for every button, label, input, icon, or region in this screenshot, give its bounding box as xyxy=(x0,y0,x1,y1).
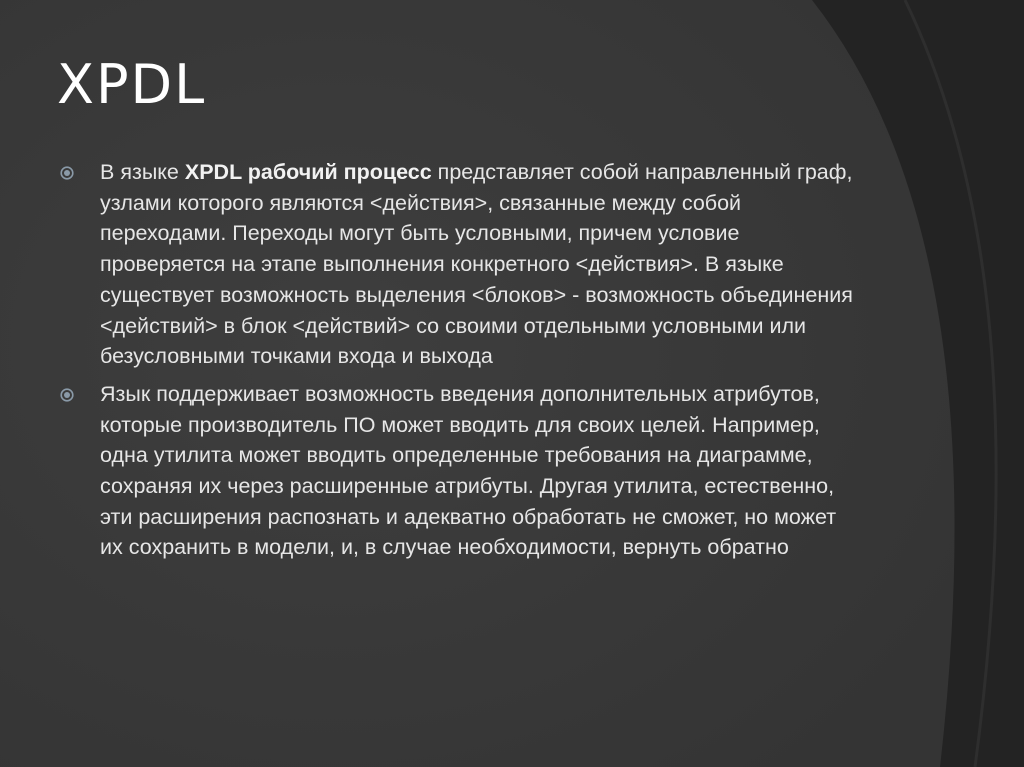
circle-bullet-icon xyxy=(60,166,74,180)
bullet-item-2 xyxy=(58,379,858,563)
bullet-1-text-rest: представляет собой направленный граф, узлами которого являются <действия>, связанные между собой переходами. Переходы могут быть условными, причем условие проверяется на этапе выполнения конкретного <действия>. В языке существует возможность выделения <блоков> - возможность объединения <действий> в блок <действий> со своими отдельными условными или безусловными точками входа и выхода xyxy=(100,160,853,369)
circle-bullet-icon xyxy=(60,388,74,402)
slide-title: XPDL xyxy=(57,53,207,116)
bullet-list xyxy=(58,157,858,570)
bullet-1-text-bold: XPDL рабочий процесс xyxy=(184,160,432,184)
bullet-item-1 xyxy=(58,157,858,372)
bullet-1-text-start: В языке xyxy=(100,160,185,184)
bullet-2-text: Язык поддерживает возможность введения дополнительных атрибутов, которые производитель ПО может вводить для своих целей. Например, одна утилита может вводить определенные требования на диаграмме, сохраняя их через расширенные атрибуты. Другая утилита, естественно, эти расширения распознать и адекватно обработать не сможет, но может их сохранить в модели, и, в случае необходимости, вернуть обратно xyxy=(100,381,837,560)
